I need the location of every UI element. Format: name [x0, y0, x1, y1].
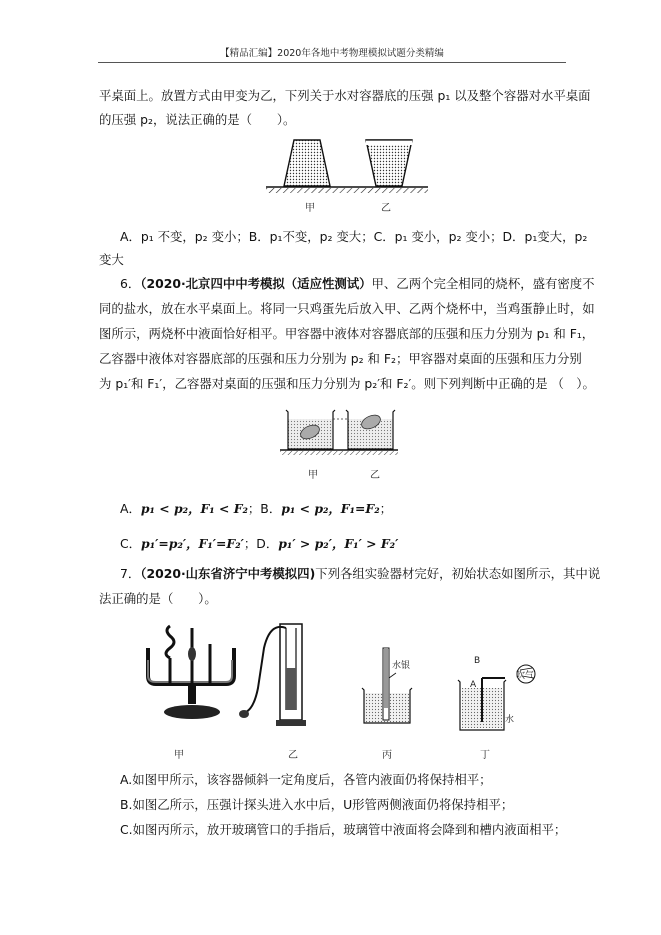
- q6-option-a: p₁ < p₂，F₁ < F₂: [140, 501, 248, 516]
- q7-text-line2: 法正确的是（ ）。: [99, 591, 217, 606]
- page-header: 【精品汇编】2020年各地中考物理模拟试题分类精编: [220, 48, 444, 59]
- q5-text-line1: 平桌面上。放置方式由甲变为乙，下列关于水对容器底的压强 p₁ 以及整个容器对水平桌面: [99, 88, 591, 103]
- q6-number: 6．: [120, 276, 141, 291]
- q6-text-line1: [120, 276, 595, 292]
- q7-option-b: B.如图乙所示，压强计探头进入水中后，U形管两侧液面仍将保持相平；: [120, 797, 514, 812]
- q5-options-line2: 变大: [99, 252, 124, 267]
- q6-line1-rest: 甲、乙两个完全相同的烧杯，盛有密度不: [371, 276, 595, 291]
- q7-annot-A: A: [470, 680, 477, 690]
- q6-option-d: p₁′ > p₂′，F₁′ > F₂′: [278, 536, 399, 551]
- q7-source: （2020·山东省济宁中考模拟四): [140, 566, 316, 581]
- apparatus-yi: [239, 624, 306, 726]
- q6-fig-label-yi: 乙: [370, 470, 380, 481]
- header-rule: [98, 62, 566, 63]
- apparatus-jia: [148, 626, 234, 719]
- q7-option-a: A.如图甲所示，该容器倾斜一定角度后，各管内液面仍将保持相平；: [120, 772, 492, 787]
- q7-text-line1: [120, 566, 600, 582]
- q6-options-cd: C．p₁′=p₂′，F₁′=F₂′；D．p₁′ > p₂′，F₁′ > F₂′: [120, 536, 399, 551]
- container-jia: [284, 140, 330, 186]
- q7-fig-label-ding: 丁: [480, 750, 490, 761]
- q5-figure-containers: [262, 136, 432, 212]
- q7-fig-label-bing: 丙: [382, 750, 392, 761]
- q5-text-line2: 的压强 p₂，说法正确的是（ ）。: [99, 112, 296, 127]
- q7-line1-rest: 下列各组实验器材完好，初始状态如图所示，其中说: [315, 566, 601, 581]
- q7-annot-B: B: [474, 656, 481, 666]
- q6-source: （2020·北京四中中考模拟（适应性测试）: [140, 276, 372, 291]
- q7-fig-label-jia: 甲: [174, 750, 184, 761]
- q5-fig-label-yi: 乙: [381, 203, 391, 214]
- q7-figure-apparatus: [140, 618, 540, 743]
- q7-option-c: C.如图丙所示，放开玻璃管口的手指后，玻璃管中液面将会降到和槽内液面相平；: [120, 822, 567, 837]
- q7-number: 7．: [120, 566, 141, 581]
- q7-annot-mercury: 水银: [392, 661, 411, 671]
- q6-options-ab: A．p₁ < p₂，F₁ < F₂；B．p₁ < p₂，F₁=F₂；: [120, 501, 393, 516]
- q5-fig-label-jia: 甲: [305, 203, 315, 214]
- q6-fig-label-jia: 甲: [308, 470, 318, 481]
- q7-annot-water: 水: [505, 715, 515, 725]
- q6-option-c: p₁′=p₂′，F₁′=F₂′: [141, 536, 244, 551]
- q6-text-line2: 同的盐水，放在水平桌面上。将同一只鸡蛋先后放入甲、乙两个烧杯中，当鸡蛋静止时，如: [99, 301, 595, 316]
- q6-option-b: p₁ < p₂，F₁=F₂: [281, 501, 380, 516]
- q6-text-line4: 乙容器中液体对容器底部的压强和压力分别为 p₂ 和 F₂；甲容器对桌面的压强和压力分别: [99, 351, 582, 366]
- q5-options-line1: A．p₁ 不变，p₂ 变小；B．p₁不变，p₂ 变大；C．p₁ 变小，p₂ 变小；D．p₁变大，p₂: [120, 229, 588, 244]
- container-yi: [366, 140, 412, 186]
- q6-text-line5: 为 p₁′和 F₁′，乙容器对桌面的压强和压力分别为 p₂′和 F₂′。则下列判断中正确的是 （ ）。: [99, 376, 595, 391]
- q6-text-line3: 图所示，两烧杯中液面恰好相平。甲容器中液体对容器底部的压强和压力分别为 p₁ 和 F₁，: [99, 326, 595, 341]
- q7-annot-blow: 吹气: [516, 671, 535, 681]
- q7-fig-label-yi: 乙: [288, 750, 298, 761]
- q6-figure-beakers: [278, 408, 400, 462]
